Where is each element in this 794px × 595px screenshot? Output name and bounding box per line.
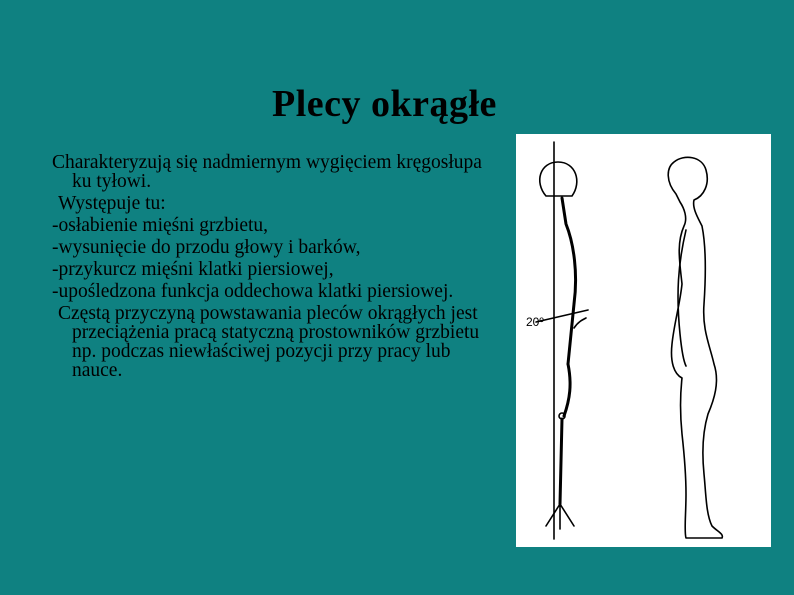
skeleton-leg-upper: [564, 364, 570, 416]
angle-indicator-line: [536, 310, 588, 322]
angle-arrow: [574, 318, 586, 328]
body-line: -upośledzona funkcja oddechowa klatki piersiowej.: [52, 281, 454, 302]
body-line: -osłabienie mięśni grzbietu,: [52, 215, 269, 236]
posture-illustration: [516, 134, 771, 547]
body-line: -przykurcz mięśni klatki piersiowej,: [52, 259, 334, 280]
skeleton-head: [540, 162, 577, 196]
body-outline: [668, 157, 722, 538]
slide-body: [52, 153, 482, 383]
body-line: Częstą przyczyną powstawania pleców okrągłych jest przeciążenia pracą statyczną prostowników grzbietu np. podczas niewłaściwej pozycji przy pracy lub nauce.: [58, 303, 480, 381]
skeleton-spine: [562, 198, 576, 364]
posture-drawing: [516, 134, 771, 547]
slide-title: Plecy okrągłe: [272, 83, 497, 125]
skeleton-leg-lower: [560, 419, 562, 504]
body-line: -wysunięcie do przodu głowy i barków,: [52, 237, 361, 258]
angle-label: 20º: [526, 315, 544, 329]
body-line: Występuje tu:: [58, 193, 166, 214]
body-line: Charakteryzują się nadmiernym wygięciem kręgosłupa ku tyłowi.: [52, 152, 482, 192]
skeleton-foot: [546, 504, 574, 529]
